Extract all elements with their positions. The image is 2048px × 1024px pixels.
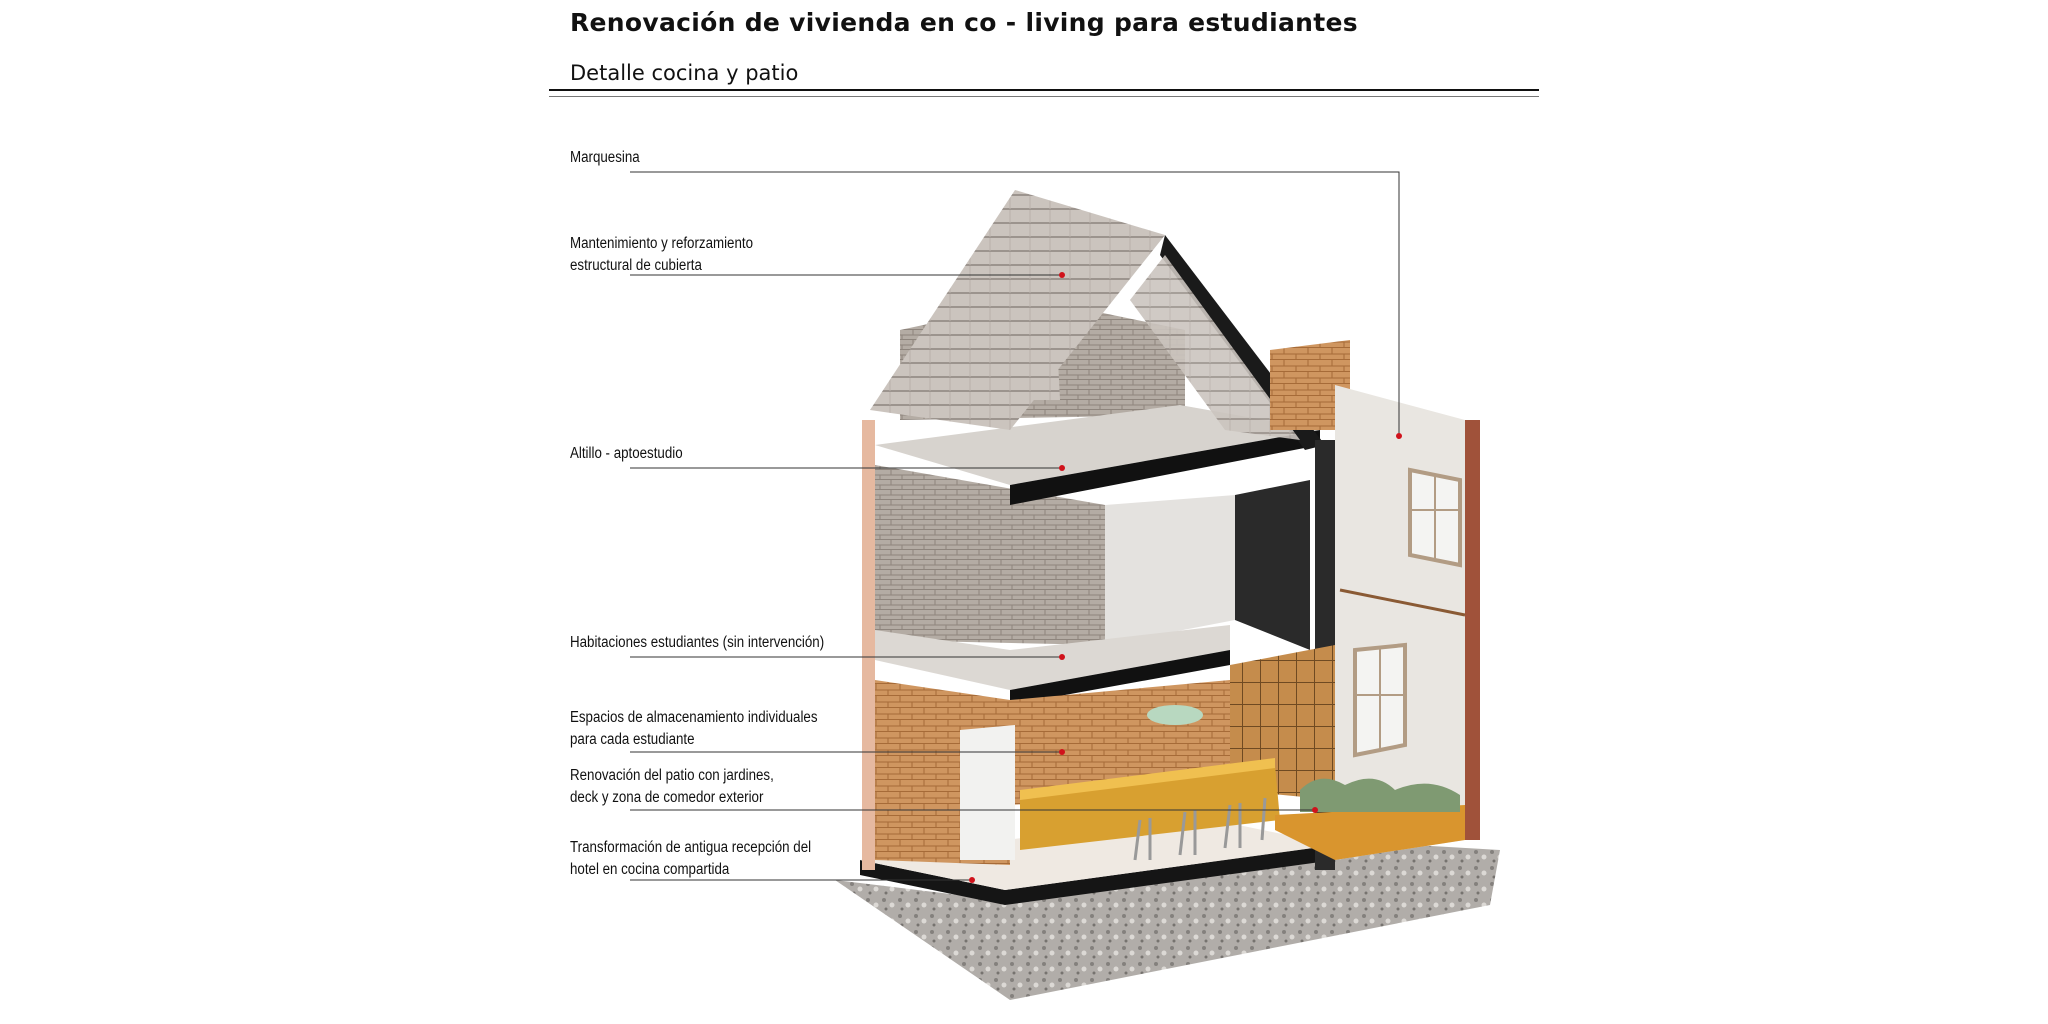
callout-habitaciones: Habitaciones estudiantes (sin intervención) xyxy=(570,634,825,651)
brick-wall-left xyxy=(862,420,875,870)
callout-marquesina: Marquesina xyxy=(570,149,640,166)
marker-patio xyxy=(1312,807,1318,813)
marker-marquesina xyxy=(1396,433,1402,439)
kitchen-cabinet xyxy=(960,725,1015,860)
marker-habitaciones xyxy=(1059,654,1065,660)
marker-cubierta xyxy=(1059,272,1065,278)
dormer xyxy=(955,300,1060,400)
callout-altillo: Altillo - aptoestudio xyxy=(570,445,683,462)
callout-patio: Renovación del patio con jardines, deck y zona de comedor exterior xyxy=(570,767,774,806)
marker-cocina xyxy=(969,877,975,883)
page-subtitle: Detalle cocina y patio xyxy=(570,61,799,85)
callout-almacenamiento: Espacios de almacenamiento individuales para cada estudiante xyxy=(570,709,818,748)
marker-almacenamiento xyxy=(1059,749,1065,755)
interior-white-wall xyxy=(1105,495,1235,645)
callout-cubierta: Mantenimiento y reforzamiento estructural de cubierta xyxy=(570,235,754,274)
pendant-lamp xyxy=(1147,705,1203,725)
callout-cocina: Transformación de antigua recepción del hotel en cocina compartida xyxy=(570,839,812,878)
marker-altillo xyxy=(1059,465,1065,471)
page-title: Renovación de vivienda en co - living para estudiantes xyxy=(570,8,1358,37)
